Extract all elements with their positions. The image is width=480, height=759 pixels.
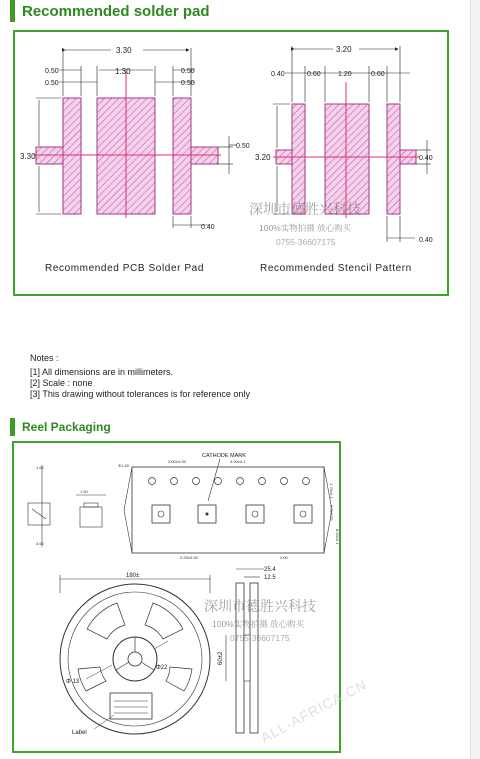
stencil-dim-b: 0.60 — [307, 71, 321, 78]
watermark-tagline: 100%实物拍摄 放心购买 — [212, 619, 305, 629]
stencil-dim-tab: 0.40 — [419, 155, 433, 162]
tape-side-view — [28, 465, 50, 547]
watermark-phone: 0755-36607175 — [276, 237, 336, 247]
tape-dim: 2.00±0.05 — [168, 459, 186, 464]
reel-section-heading — [10, 418, 111, 436]
tape-dim: 1.60 — [36, 465, 44, 470]
reel-label-text: Label — [72, 730, 87, 736]
tape-dim: 3.5±0.05 — [329, 505, 334, 521]
pocket-detail — [76, 489, 106, 527]
heading-accent-bar — [10, 0, 15, 22]
heading-accent-bar — [10, 418, 15, 436]
reel-packaging-drawing — [14, 443, 370, 751]
stencil-dim-d: 0.60 — [371, 71, 385, 78]
watermark-phone: 0755-36607175 — [230, 633, 290, 643]
reel-dim-diameter: 180± — [126, 573, 140, 579]
tape-dim: 8.00±0.1 — [335, 529, 340, 545]
tape-dim: 0.25±0.05 — [180, 555, 198, 560]
note-item: [1] All dimensions are in millimeters. — [30, 367, 174, 377]
note-item: [3] This drawing without tolerances is for reference only — [30, 389, 250, 399]
stencil-dim-total-width: 3.20 — [336, 45, 352, 54]
solder-pad-drawing — [15, 32, 447, 294]
stencil-dim-bottom: 0.40 — [419, 237, 433, 244]
stencil-dim-a: 0.40 — [271, 71, 285, 78]
tape-dim: 3.60 — [36, 541, 44, 546]
pcb-dim-total-width: 3.30 — [116, 46, 132, 55]
tape-dim: Φ1.50 — [118, 463, 129, 468]
pcb-dim-left-1: 0.50 — [45, 68, 59, 75]
reel-dim-hub: Φ22 — [156, 665, 168, 671]
pcb-caption: Recommended PCB Solder Pad — [45, 263, 205, 274]
pcb-dim-right-2: 0.50 — [181, 80, 195, 87]
stencil-right-pad — [387, 104, 400, 214]
reel-dim-width-2: 12.5 — [264, 575, 276, 581]
stencil-left-pad — [292, 104, 305, 214]
watermark-site: ALL-AFRICA.CN — [257, 676, 370, 746]
reel-side-view — [218, 567, 276, 733]
carrier-tape — [118, 453, 340, 560]
stencil-caption: Recommended Stencil Pattern — [260, 263, 412, 274]
watermark-tagline: 100%实物拍摄 放心购买 — [259, 223, 352, 233]
stencil-dim-c: 1.20 — [338, 71, 352, 78]
reel-label-area — [110, 693, 152, 719]
tape-dim: 4.00±0.1 — [230, 459, 246, 464]
reel-dim-width-1: 25.4 — [264, 567, 276, 573]
watermark-2 — [204, 598, 370, 746]
reel-front-view — [60, 573, 210, 736]
pcb-dim-left-2: 0.50 — [45, 80, 59, 87]
pcb-left-pad — [63, 98, 81, 214]
stencil-dim-height: 3.20 — [255, 153, 271, 162]
reel-section-title: Reel Packaging — [22, 420, 111, 434]
note-item: [2] Scale : none — [30, 378, 93, 388]
pcb-dim-bottom: 0.40 — [201, 224, 215, 231]
pcb-right-pad — [173, 98, 191, 214]
watermark-company: 深圳市德胜兴科技 — [249, 201, 361, 217]
pcb-dim-height: 3.30 — [20, 152, 36, 161]
watermark-company: 深圳市德胜兴科技 — [204, 598, 316, 614]
scrollbar-track[interactable] — [470, 0, 480, 759]
reel-dim-spindle: Φ 13 — [66, 679, 80, 685]
pcb-dim-center: 1.30 — [115, 67, 131, 76]
watermark-1 — [249, 201, 361, 247]
solder-section-heading — [10, 0, 210, 22]
pcb-dim-tab: 0.50 — [236, 143, 250, 150]
stencil-center-pad — [325, 104, 369, 214]
tape-dim: 2.00 — [280, 555, 288, 560]
reel-dim-height: 60±2 — [218, 651, 224, 665]
reel-packaging-figure — [12, 441, 370, 753]
tape-dim: 1.75±0.1 — [329, 483, 334, 499]
pcb-pad-drawing — [20, 46, 250, 274]
notes-heading: Notes : — [30, 353, 59, 363]
cathode-mark-label: CATHODE MARK — [202, 453, 246, 459]
solder-pad-figure — [13, 30, 449, 296]
tape-dim: 1.50 — [80, 489, 88, 494]
solder-section-title: Recommended solder pad — [22, 2, 210, 20]
pcb-dim-right-1: 0.50 — [181, 68, 195, 75]
notes-block — [30, 353, 250, 400]
